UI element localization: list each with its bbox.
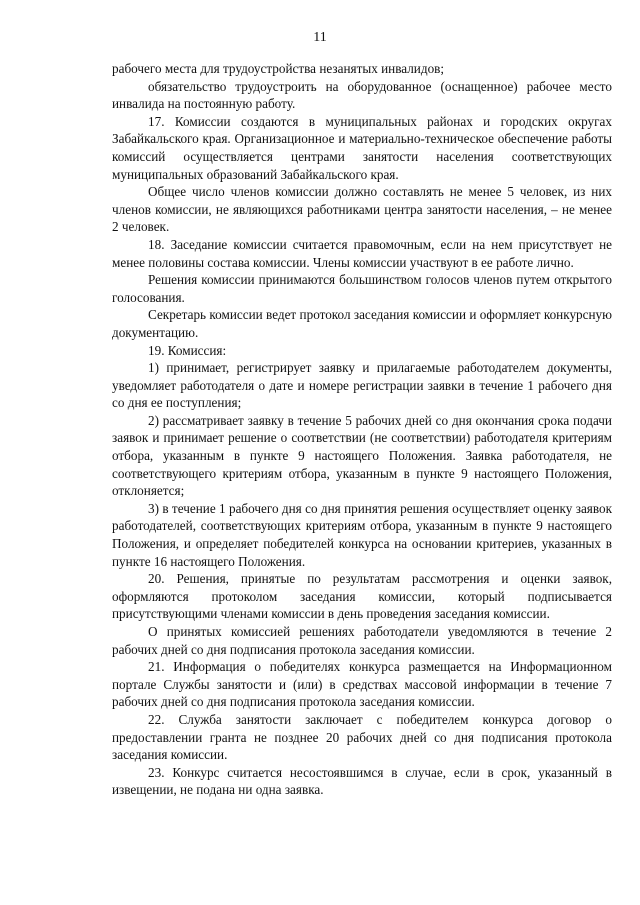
paragraph-clause-21: 21. Информация о победителях конкурса размещается на Информационном портале Службы занятости и (или) в средствах массовой информации в течение 7 рабочих дней со дня подписания протокола заседания комиссии. — [112, 659, 612, 710]
paragraph-clause-20: 20. Решения, принятые по результатам рассмотрения и оценки заявок, оформляются протоколом заседания комиссии, который подписывается присутствующими членами комиссии в день проведения заседания комиссии. — [112, 571, 612, 622]
list-item: 2) рассматривает заявку в течение 5 рабочих дней со дня окончания срока подачи заявок и принимает решение о соответствии (не соответствии) работодателя критериям отбора, указанным в пункте 9 настоящего Положения. Заявка работодателя, не соответствующего критериям отбора, указанным в пункте 9 настоящего Положения, отклоняется; — [112, 412, 612, 499]
paragraph: Секретарь комиссии ведет протокол заседания комиссии и оформляет конкурсную документацию. — [112, 307, 612, 340]
paragraph: Общее число членов комиссии должно составлять не менее 5 человек, из них членов комиссии, не являющихся работниками центра занятости населения, – не менее 2 человек. — [112, 184, 612, 235]
paragraph-continuation: рабочего места для трудоустройства незанятых инвалидов; — [112, 61, 445, 76]
list-item: 3) в течение 1 рабочего дня со дня принятия решения осуществляет оценку заявок работодателей, соответствующих критериям отбора, указанным в пункте 9 настоящего Положения, и определяет победителей конкурса на основании критериев, указанных в пункте 16 настоящего Положения. — [112, 500, 612, 569]
paragraph: О принятых комиссией решениях работодатели уведомляются в течение 2 рабочих дней со дня подписания протокола заседания комиссии. — [112, 624, 612, 657]
page-number: 11 — [313, 30, 327, 45]
paragraph-clause-23: 23. Конкурс считается несостоявшимся в случае, если в срок, указанный в извещении, не подана ни одна заявка. — [112, 764, 612, 798]
paragraph-clause-19: 19. Комиссия: — [148, 342, 227, 358]
paragraph-clause-17: 17. Комиссии создаются в муниципальных районах и городских округах Забайкальского края. Организационное и материально-техническое обеспечение работы комиссий осуществляется центрами занятости населения соответствующих муниципальных образований Забайкальского края. — [112, 113, 612, 182]
paragraph: Решения комиссии принимаются большинством голосов членов путем открытого голосования. — [112, 272, 612, 305]
list-item: 1) принимает, регистрирует заявку и прилагаемые работодателем документы, уведомляет работодателя о дате и номере регистрации заявки в течение 1 рабочего дня со дня ее поступления; — [112, 360, 612, 411]
paragraph-clause-18: 18. Заседание комиссии считается правомочным, если на нем присутствует не менее половины состава комиссии. Члены комиссии участвуют в ее работе лично. — [112, 236, 612, 270]
paragraph: обязательство трудоустроить на оборудованное (оснащенное) рабочее место инвалида на постоянную работу. — [112, 78, 612, 112]
paragraph-clause-22: 22. Служба занятости заключает с победителем конкурса договор о предоставлении гранта не позднее 20 рабочих дней со дня подписания протокола заседания комиссии. — [112, 711, 612, 763]
document-body — [112, 60, 612, 799]
